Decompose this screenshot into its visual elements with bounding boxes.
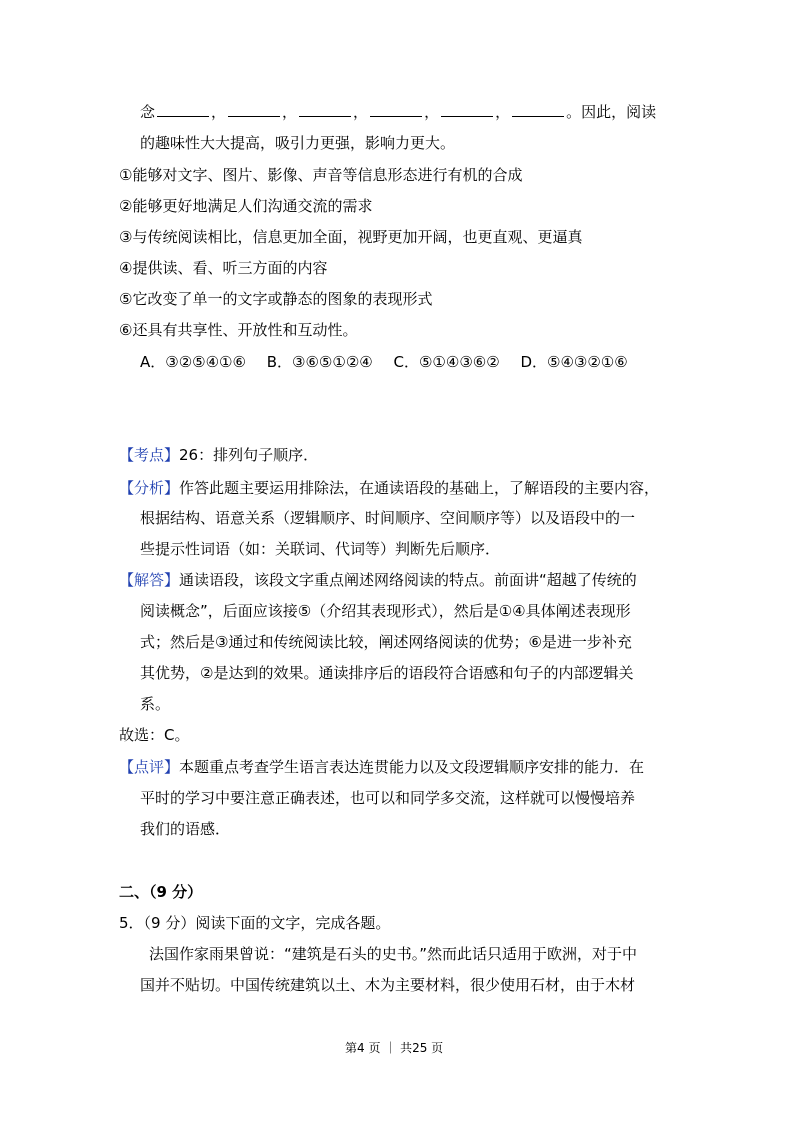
jieda-line-3: 式；然后是③通过和传统阅读比较，阐述网络阅读的优势；⑥是进一步补充 bbox=[140, 633, 632, 651]
answer: 故选：C。 bbox=[119, 726, 190, 744]
q4-prefix: 念 bbox=[140, 103, 156, 121]
q4-item-3: ③与传统阅读相比，信息更加全面，视野更加开阔，也更直观、更逼真 bbox=[119, 228, 583, 246]
jieda-line-2: 阅读概念”，后面应该接⑤（介绍其表现形式），然后是①④具体阐述表现形 bbox=[140, 602, 631, 620]
section-title: 二、（9 分） bbox=[119, 883, 203, 901]
dianping-line-1: 本题重点考查学生语言表达连贯能力以及文段逻辑顺序安排的能力．在 bbox=[179, 758, 645, 776]
sep: ， bbox=[211, 103, 227, 121]
blank-2[interactable] bbox=[228, 102, 280, 117]
sep: ， bbox=[424, 103, 440, 121]
option-a[interactable]: A．③②⑤④①⑥ bbox=[140, 353, 246, 371]
jieda bbox=[119, 570, 637, 590]
q4-fill-line bbox=[140, 102, 656, 122]
blank-3[interactable] bbox=[299, 102, 351, 117]
passage-line-2: 国并不贴切。中国传统建筑以土、木为主要材料，很少使用石材，由于木材 bbox=[140, 976, 636, 994]
fenxi-line-2: 根据结构、语意关系（逻辑顺序、时间顺序、空间顺序等）以及语段中的一 bbox=[140, 509, 636, 527]
jieda-line-1: 通读语段，该段文字重点阐述网络阅读的特点。前面讲“超越了传统的 bbox=[179, 571, 637, 589]
blank-6[interactable] bbox=[512, 102, 564, 117]
jieda-line-5: 系。 bbox=[140, 695, 171, 713]
kaodian bbox=[119, 445, 318, 465]
q4-item-6: ⑥还具有共享性、开放性和互动性。 bbox=[119, 321, 358, 339]
q4-item-2: ②能够更好地满足人们沟通交流的需求 bbox=[119, 197, 373, 215]
blank-5[interactable] bbox=[441, 102, 493, 117]
option-b[interactable]: B．③⑥⑤①②④ bbox=[266, 353, 373, 371]
q4-line2: 的趣味性大大提高，吸引力更强，影响力更大。 bbox=[140, 134, 456, 152]
sep: ， bbox=[282, 103, 298, 121]
q4-options bbox=[140, 352, 644, 372]
option-c[interactable]: C．⑤①④③⑥② bbox=[393, 353, 500, 371]
passage-line-1: 法国作家雨果曾说：“建筑是石头的史书。”然而此话只适用于欧洲，对于中 bbox=[149, 945, 638, 963]
q5-label: 5．（9 分）阅读下面的文字，完成各题。 bbox=[119, 914, 391, 932]
fenxi-tag: 【分析】 bbox=[119, 479, 180, 497]
dianping-line-2: 平时的学习中要注意正确表述，也可以和同学多交流，这样就可以慢慢培养 bbox=[140, 789, 636, 807]
kaodian-tag: 【考点】 bbox=[119, 446, 180, 464]
dianping-tag: 【点评】 bbox=[119, 758, 180, 776]
fenxi bbox=[119, 478, 659, 498]
jieda-tag: 【解答】 bbox=[119, 571, 180, 589]
q4-suffix: 。因此，阅读 bbox=[566, 103, 657, 121]
q4-item-1: ①能够对文字、图片、影像、声音等信息形态进行有机的合成 bbox=[119, 166, 523, 184]
sep: ， bbox=[353, 103, 369, 121]
fenxi-line-1: 作答此题主要运用排除法，在通读语段的基础上，了解语段的主要内容， bbox=[179, 479, 660, 497]
jieda-line-4: 其优势，②是达到的效果。通读排序后的语段符合语感和句子的内部逻辑关 bbox=[140, 664, 634, 682]
kaodian-text: 26：排列句子顺序． bbox=[179, 446, 319, 464]
page-footer: 第4 页 ｜ 共25 页 bbox=[345, 1041, 444, 1055]
option-d[interactable]: D．⑤④③②①⑥ bbox=[520, 353, 628, 371]
sep: ， bbox=[495, 103, 511, 121]
blank-1[interactable] bbox=[157, 102, 209, 117]
q4-item-5: ⑤它改变了单一的文字或静态的图象的表现形式 bbox=[119, 290, 433, 308]
fenxi-line-3: 些提示性词语（如：关联词、代词等）判断先后顺序． bbox=[140, 540, 501, 558]
blank-4[interactable] bbox=[370, 102, 422, 117]
q4-item-4: ④提供读、看、听三方面的内容 bbox=[119, 259, 328, 277]
dianping bbox=[119, 757, 644, 777]
dianping-line-3: 我们的语感． bbox=[140, 820, 231, 838]
